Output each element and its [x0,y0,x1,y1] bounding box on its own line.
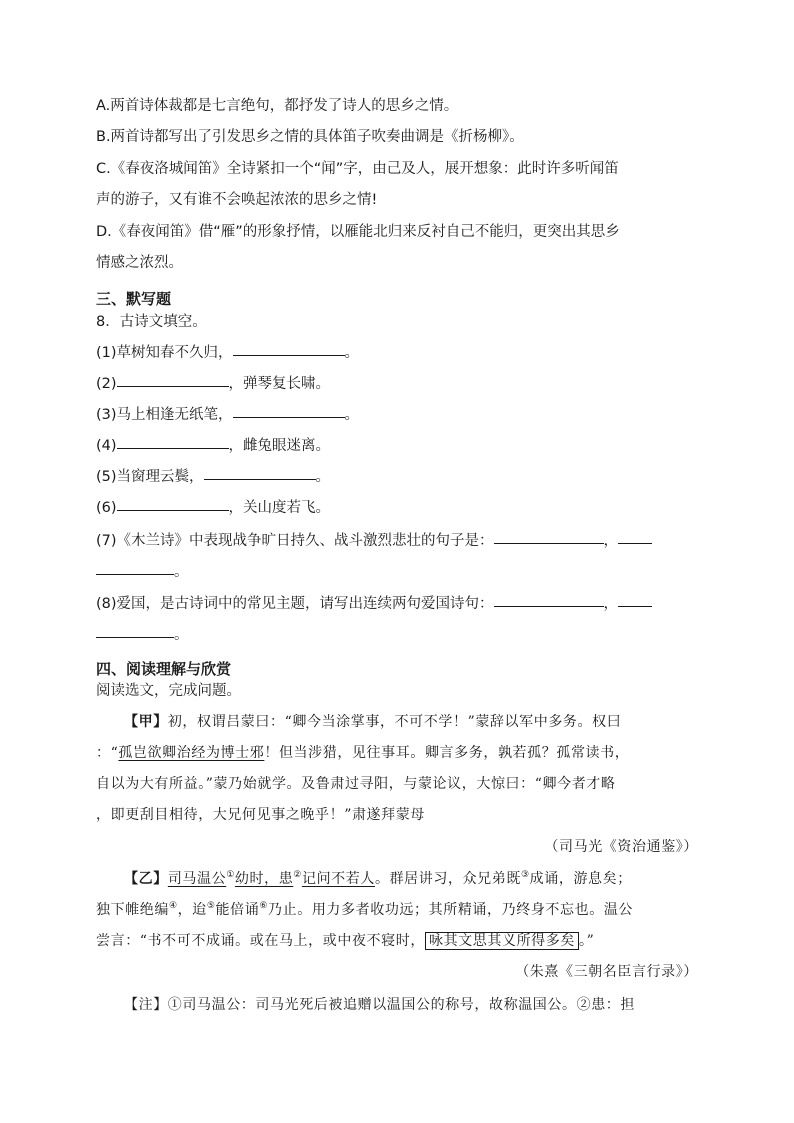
underlined-sentence-yi-3: 记问不若人 [301,871,375,887]
fill-item-8-cont [96,625,189,645]
passage-yi-text2c: 能倍诵 [215,902,260,918]
section3-title: 三、默写题 [96,290,172,308]
fill-item-4 [96,436,330,456]
fill-item-2-num: (2) [96,376,117,392]
passage-yi-text2a: 独下帷绝编 [96,902,169,918]
option-a: A.两首诗体裁都是七言绝句，都抒发了诗人的思乡之情。 [96,98,459,114]
fill-item-3-end: 。 [344,407,360,423]
passage-jia-line4: ，即更刮目相待，大兄何见事之晚乎！”肃遂拜蒙母 [96,807,425,823]
option-c-line1: C.《春夜洛城闻笛》全诗紧扣一个“闻”字，由己及人，展开想象：此时许多听闻笛 [96,161,619,177]
passage-yi-text3a: 尝言：“书不可不成诵。或在马上，或中夜不寝时， [96,933,425,949]
passage-yi-text3b: 。” [578,933,595,949]
fill-item-5 [96,467,330,487]
fill-item-6-num: (6) [96,500,117,516]
fill-item-1 [96,343,359,363]
passage-jia-line2 [96,743,629,763]
underlined-sentence-yi-2: 幼时，患 [234,871,294,887]
footnote-mark-3: ③ [520,870,530,880]
footnote-mark-4: ④ [169,901,178,911]
passage-yi-text1a: 。群居讲习，众兄弟既 [374,871,521,887]
fill-item-8-comma: ， [603,596,619,612]
passage-yi-tag: 【乙】 [124,871,168,887]
answer-blank-5[interactable] [204,478,316,480]
fill-item-7 [96,531,652,551]
fill-item-8-end: 。 [174,627,189,643]
fill-item-2-text: ，弹琴复长啸。 [228,376,331,392]
annotation-note: 【注】①司马温公：司马光死后被追赠以温国公的称号，故称温国公。②患：担 [124,997,635,1013]
footnote-mark-2: ② [293,870,302,880]
passage-jia-line1 [124,712,621,732]
fill-item-2 [96,374,330,394]
option-c-line2: 声的游子，又有谁不会唤起浓浓的思乡之情! [96,192,378,208]
answer-blank-7b-cont[interactable] [96,573,174,575]
fill-item-7-end: 。 [174,564,189,580]
option-d-line2: 情感之浓烈。 [96,255,183,271]
reading-intro: 阅读选文，完成问题。 [96,683,241,699]
fill-item-3 [96,405,359,425]
passage-yi-text2b: ，迨 [177,902,207,918]
footnote-mark-6: ⑥ [259,901,269,911]
fill-item-6-text: ，关山度若飞。 [228,500,331,516]
answer-blank-6[interactable] [117,509,229,511]
answer-blank-3[interactable] [233,416,345,418]
fill-item-4-text: ，雌兔眼迷离。 [228,438,331,454]
fill-item-7-comma: ， [603,533,619,549]
fill-item-8 [96,594,652,614]
footnote-mark-5: ⑤ [206,901,216,911]
passage-yi-line1 [124,869,632,889]
passage-yi-text2d: 乃止。用力多者收功远；其所精诵，乃终身不忘也。温公 [268,902,634,918]
passage-jia-text2a: ：“ [96,745,119,761]
passage-yi-text1b: 成诵，游息矣； [529,871,632,887]
passage-jia-text1: 初，权谓吕蒙曰：“卿今当涂掌事，不可不学！”蒙辞以军中多务。权曰 [167,714,622,730]
answer-blank-7b[interactable] [618,542,652,544]
answer-blank-8a[interactable] [494,605,604,607]
option-b: B.两首诗都写出了引发思乡之情的具体笛子吹奏曲调是《折杨柳》。 [96,129,524,145]
passage-jia-source: （司马光《资治通鉴》） [544,839,698,855]
answer-blank-4[interactable] [117,447,229,449]
fill-item-3-text: (3)马上相逢无纸笔， [96,407,233,423]
fill-item-1-text: (1)草树知春不久归， [96,345,233,361]
answer-blank-1[interactable] [233,354,345,356]
question-8: 8．古诗文填空。 [96,314,207,330]
passage-jia-tag: 【甲】 [124,714,168,730]
fill-item-7-text: (7)《木兰诗》中表现战争旷日持久、战斗激烈悲壮的句子是： [96,533,494,549]
passage-yi-line3 [96,931,594,951]
section4-title: 四、阅读理解与欣赏 [96,660,232,678]
fill-item-6 [96,498,330,518]
passage-yi-line2 [96,900,633,920]
answer-blank-8b[interactable] [618,605,652,607]
answer-blank-7a[interactable] [494,542,604,544]
passage-yi-source: （朱熹《三朝名臣言行录》） [515,964,698,980]
underlined-sentence-yi-1: 司马温公 [167,871,227,887]
fill-item-7-cont [96,562,189,582]
answer-blank-8b-cont[interactable] [96,636,174,638]
fill-item-4-num: (4) [96,438,117,454]
fill-item-5-text: (5)当窗理云鬓， [96,469,204,485]
boxed-sentence: 咏其文思其义所得多矣 [425,932,579,950]
option-d-line1: D.《春夜闻笛》借“雁”的形象抒情，以雁能北归来反衬自己不能归，更突出其思乡 [96,224,620,240]
passage-jia-text2b: ！但当涉猎，见往事耳。卿言多务，孰若孤？孤常读书， [264,745,630,761]
fill-item-8-text: (8)爱国，是古诗词中的常见主题，请写出连续两句爱国诗句： [96,596,494,612]
underlined-sentence-jia: 孤岂欲卿治经为博士邪 [118,745,265,761]
footnote-mark-1: ① [226,870,235,880]
answer-blank-2[interactable] [117,385,229,387]
fill-item-5-end: 。 [315,469,331,485]
passage-jia-line3: 自以为大有所益。”蒙乃始就学。及鲁肃过寻阳，与蒙论议，大惊曰：“卿今者才略 [96,776,616,792]
fill-item-1-end: 。 [344,345,360,361]
